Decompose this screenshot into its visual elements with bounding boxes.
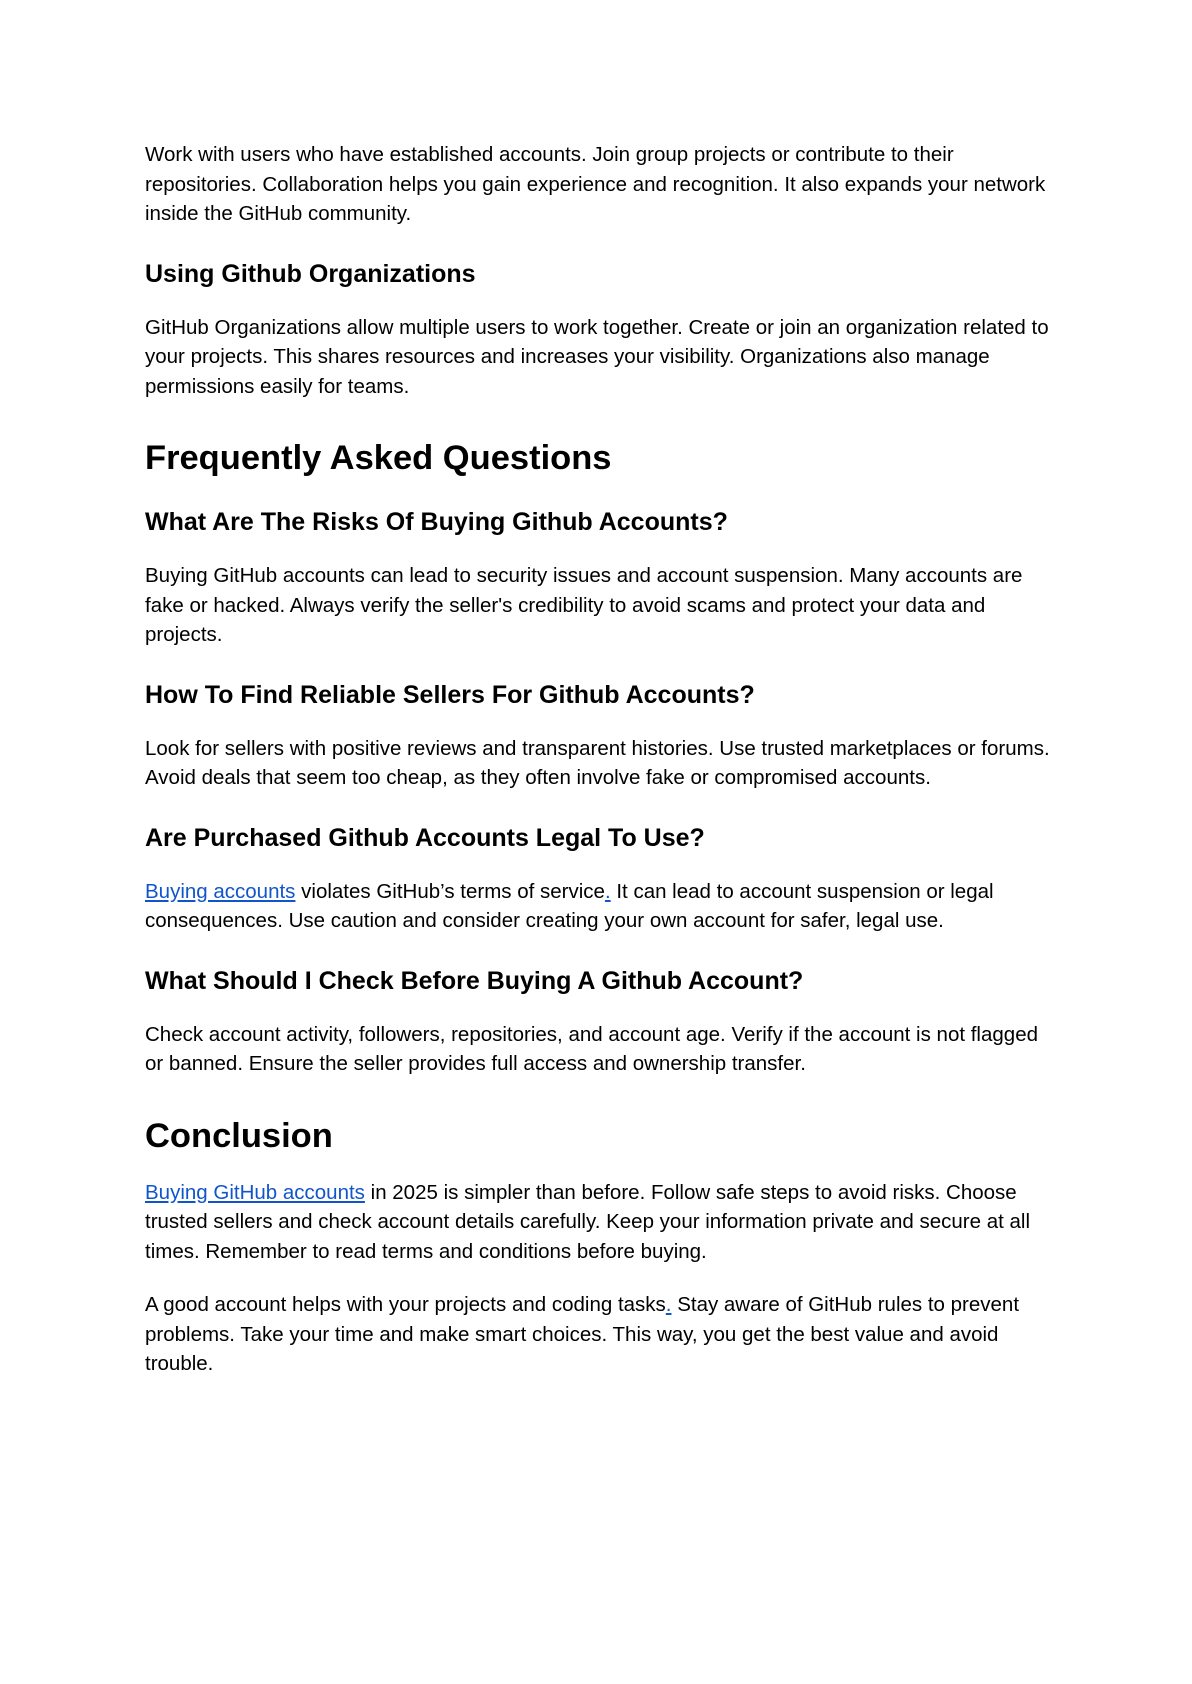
intro-paragraph: Work with users who have established accounts. Join group projects or contribute to their repositories. Collaboration helps you gain experience and recognition. It also expands your network inside the GitHub community.	[145, 143, 1046, 225]
buying-accounts-link[interactable]: Buying accounts	[145, 879, 296, 903]
document-page	[145, 140, 1055, 1379]
faq-heading: Frequently Asked Questions	[145, 439, 612, 477]
orgs-paragraph: GitHub Organizations allow multiple users to work together. Create or join an organization related to your projects. This shares resources and increases your visibility. Organizations also manage permissions easily for teams.	[145, 315, 1049, 398]
faq-question-check: What Should I Check Before Buying A Github Account?	[145, 966, 804, 995]
conclusion-paragraph-1	[145, 1178, 1055, 1267]
orgs-heading: Using Github Organizations	[145, 259, 476, 288]
conclusion-paragraph-2-rest: Stay aware of GitHub rules to prevent problems. Take your time and make smart choices. This way, you get the best value and avoid trouble.	[145, 1293, 1020, 1375]
faq-answer-risks: Buying GitHub accounts can lead to security issues and account suspension. Many accounts are fake or hacked. Always verify the seller's credibility to avoid scams and protect your data and projects.	[145, 564, 1023, 646]
faq-answer-legal-rest: It can lead to account suspension or legal consequences. Use caution and consider creating your own account for safer, legal use.	[145, 879, 994, 932]
faq-question-sellers: How To Find Reliable Sellers For Github Accounts?	[145, 680, 755, 709]
tasks-dot-link[interactable]: .	[665, 1293, 672, 1316]
faq-answer-check: Check account activity, followers, repositories, and account age. Verify if the account is not flagged or banned. Ensure the seller provides full access and ownership transfer.	[145, 1022, 1038, 1075]
conclusion-paragraph-1-rest: in 2025 is simpler than before. Follow safe steps to avoid risks. Choose trusted sellers and check account details carefully. Keep your information private and secure at all times. Remember to read terms and conditions before buying.	[145, 1180, 1031, 1263]
conclusion-paragraph-2-start: A good account helps with your projects and coding tasks	[145, 1293, 666, 1316]
conclusion-paragraph-2	[145, 1290, 1055, 1379]
faq-answer-legal	[145, 877, 1055, 936]
conclusion-heading: Conclusion	[145, 1116, 333, 1155]
faq-answer-sellers: Look for sellers with positive reviews and transparent histories. Use trusted marketplaces or forums. Avoid deals that seem too cheap, as they often involve fake or compromised accounts.	[145, 736, 1050, 789]
terms-dot-link[interactable]: .	[604, 879, 611, 903]
faq-question-legal: Are Purchased Github Accounts Legal To Use?	[145, 823, 705, 852]
buying-github-accounts-link[interactable]: Buying GitHub accounts	[145, 1180, 365, 1204]
faq-answer-legal-mid: violates GitHub’s terms of service	[295, 879, 605, 903]
faq-question-risks: What Are The Risks Of Buying Github Accounts?	[145, 508, 728, 536]
